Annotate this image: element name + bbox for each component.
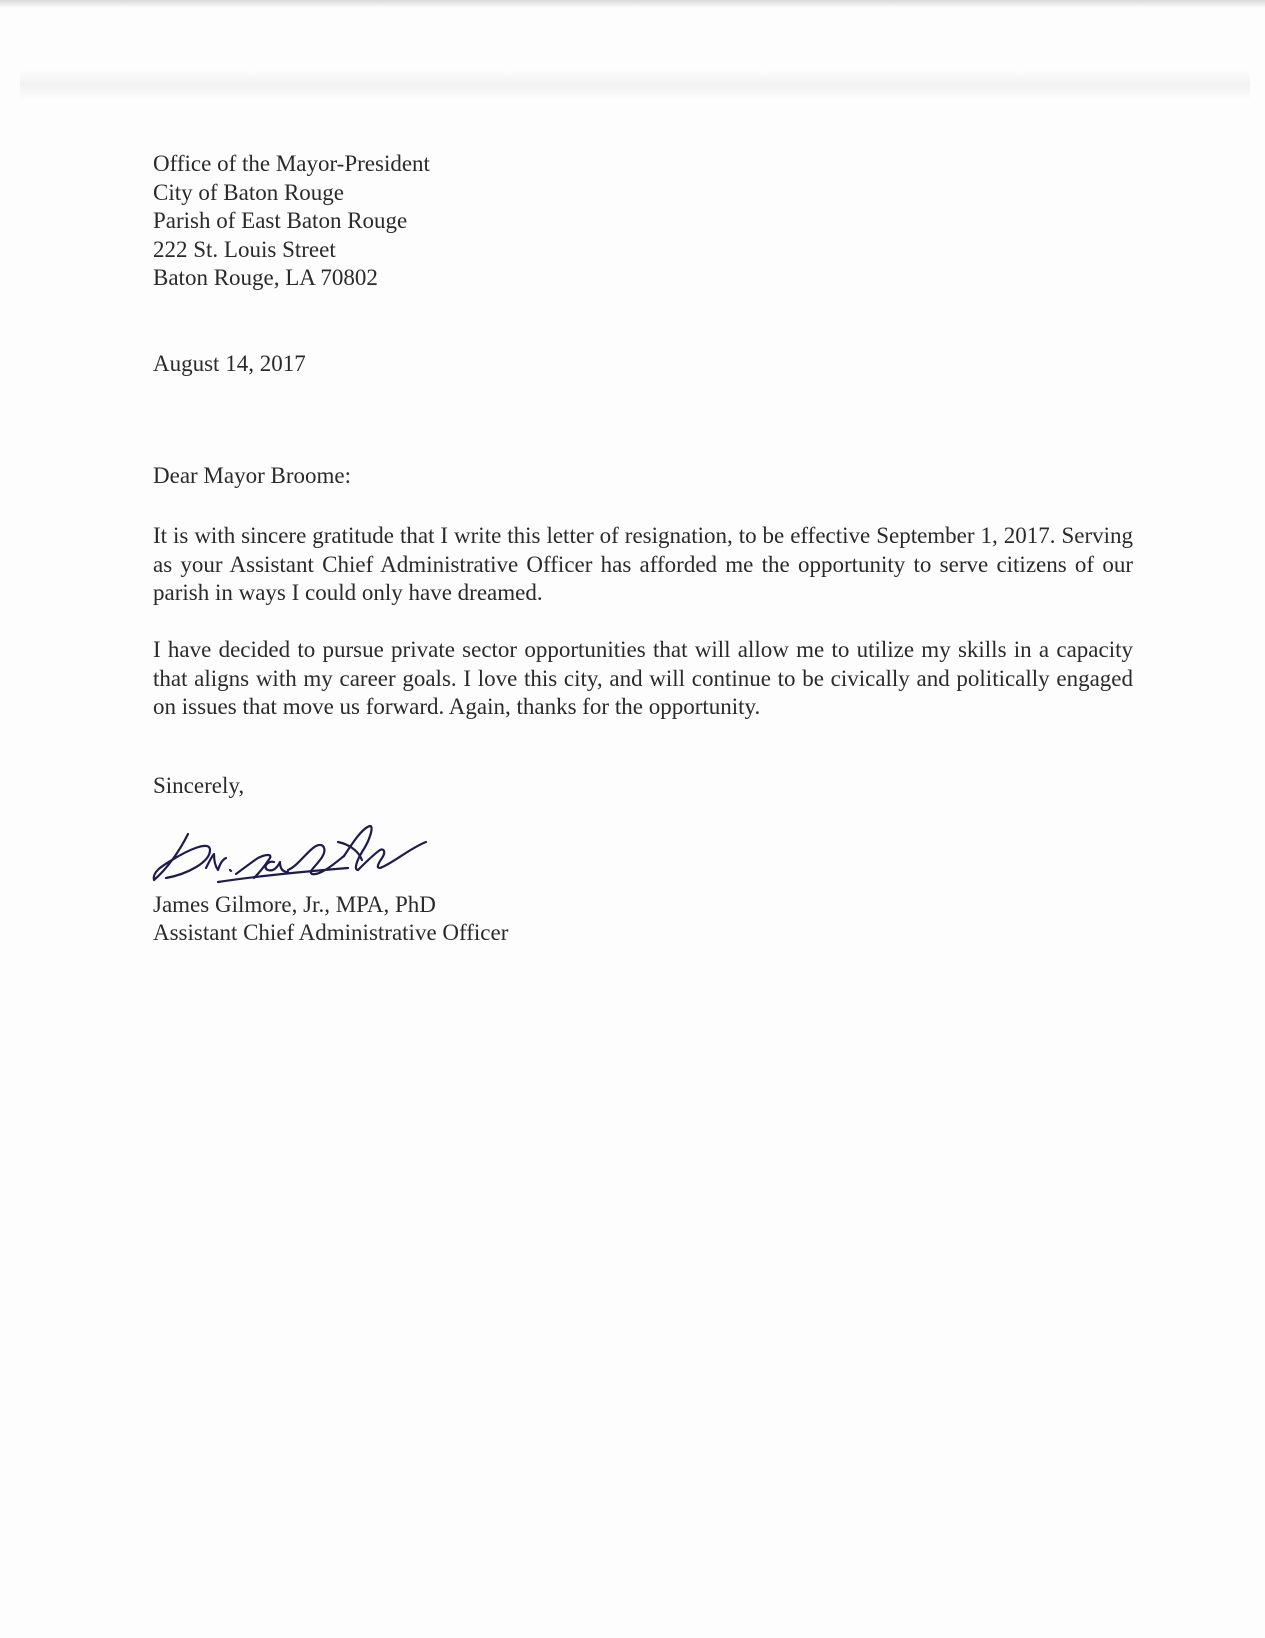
handwritten-signature — [148, 820, 448, 900]
body-paragraph-1: It is with sincere gratitude that I write this letter of resignation, to be effective September 1, 2017. Serving as your Assistant Chief Administrative Officer has afforded me the opportunity to serve citizens of our parish in ways I could only have dreamed. — [153, 523, 1133, 605]
scan-smudge — [20, 70, 1250, 100]
closing: Sincerely, — [153, 773, 245, 798]
address-line: Parish of East Baton Rouge — [153, 208, 408, 233]
body-paragraph-2: I have decided to pursue private sector opportunities that will allow me to utilize my skills in a capacity that aligns with my career goals. I love this city, and will continue to be civically and politically engaged on issues that move us forward. Again, thanks for the opportunity. — [153, 637, 1133, 719]
address-line: Office of the Mayor-President — [153, 151, 430, 176]
signature-strokes — [154, 826, 426, 882]
signer-name: James Gilmore, Jr., MPA, PhD — [153, 892, 436, 917]
address-line: City of Baton Rouge — [153, 179, 345, 205]
salutation: Dear Mayor Broome: — [153, 463, 351, 488]
signer-title: Assistant Chief Administrative Officer — [153, 920, 509, 945]
address-line: 222 St. Louis Street — [153, 236, 336, 262]
scan-edge — [0, 0, 1265, 8]
recipient-address — [153, 150, 430, 293]
address-line: Baton Rouge, LA 70802 — [153, 265, 378, 290]
letter-date: August 14, 2017 — [153, 351, 306, 376]
